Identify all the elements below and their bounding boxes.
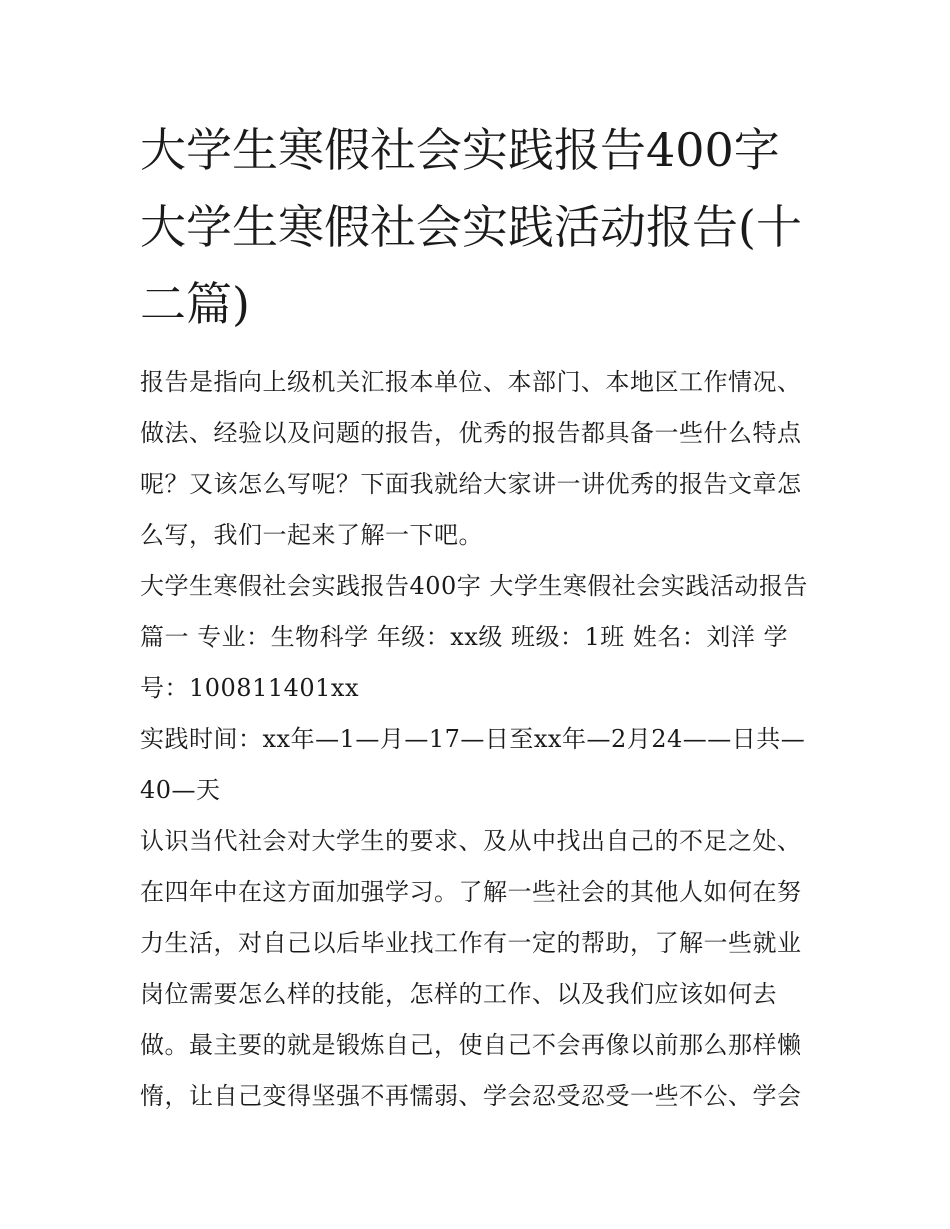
- report-header-paragraph: 大学生寒假社会实践报告400字 大学生寒假社会实践活动报告篇一 专业：生物科学 年级：xx级 班级：1班 姓名：刘洋 学号：100811401xx: [140, 572, 808, 702]
- document-title: 大学生寒假社会实践报告400字 大学生寒假社会实践活动报告(十二篇): [140, 123, 802, 331]
- practice-time-paragraph: 实践时间：xx年—1—月—17—日至xx年—2月24——日共—40—天: [140, 725, 806, 804]
- purpose-paragraph: 认识当代社会对大学生的要求、及从中找出自己的不足之处、在四年中在这方面加强学习。了解一些社会的其他人如何在努力生活，对自己以后毕业找工作有一定的帮助，了解一些就业岗位需要怎么样的技能，怎样的工作、以及我们应该如何去做。最主要的就是锻炼自己，使自己不会再像以前那么那样懒惰，让自己变得坚强不再懦弱、学会忍受忍受一些不公、学会: [140, 827, 802, 1110]
- document-page: [140, 112, 820, 1122]
- intro-paragraph: 报告是指向上级机关汇报本单位、本部门、本地区工作情况、做法、经验以及问题的报告，优秀的报告都具备一些什么特点呢？又该怎么写呢？下面我就给大家讲一讲优秀的报告文章怎么写，我们一起来了解一下吧。: [140, 368, 802, 549]
